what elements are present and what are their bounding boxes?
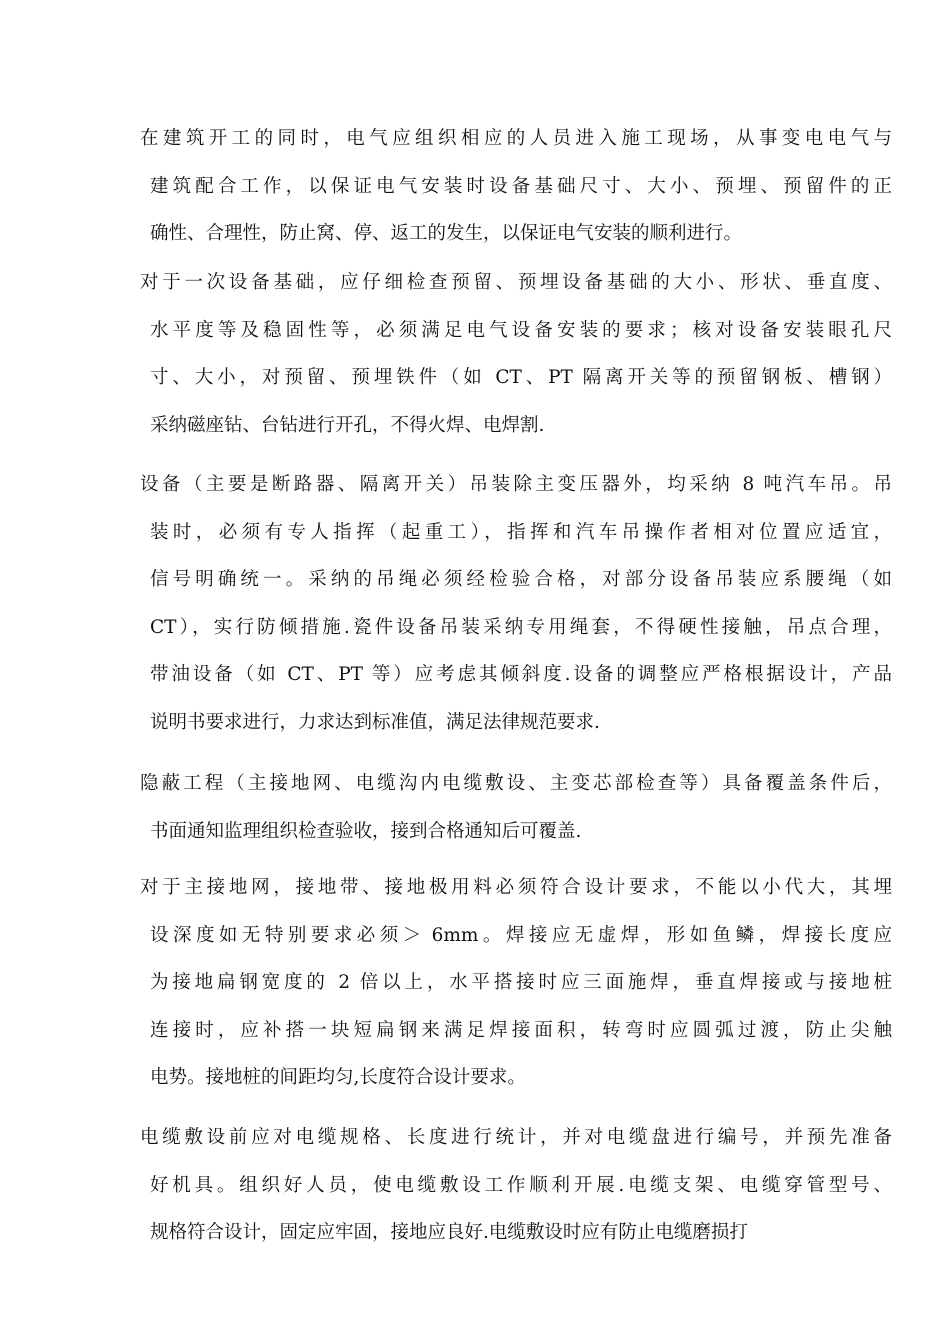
paragraph-line: 对于一次设备基础，应仔细检查预留、预埋设备基础的大小、形状、垂直度、 [140, 272, 892, 293]
paragraph-line: 装时，必须有专人指挥（起重工），指挥和汽车吊操作者相对位置应适宜， [150, 521, 892, 543]
paragraph-grounding-grid [140, 875, 892, 1113]
paragraph-line: 为接地扁钢宽度的 2 倍以上，水平搭接时应三面施焊，垂直焊接或与接地桩 [150, 972, 892, 993]
paragraph-line: 电势。接地桩的间距均匀,长度符合设计要求。 [150, 1067, 526, 1088]
paragraph-line: 水平度等及稳固性等，必须满足电气设备安装的要求；核对设备安装眼孔尺 [150, 319, 892, 341]
paragraph-line: 对于主接地网，接地带、接地极用料必须符合设计要求，不能以小代大，其埋 [140, 877, 892, 898]
paragraph-line: 建筑配合工作，以保证电气安装时设备基础尺寸、大小、预埋、预留件的正 [150, 175, 892, 197]
paragraph-line: 电缆敷设前应对电缆规格、长度进行统计，并对电缆盘进行编号，并预先准备 [140, 1127, 892, 1148]
paragraph-line: 寸、大小，对预留、预埋铁件（如 CT、PT 隔离开关等的预留钢板、槽钢） [150, 367, 892, 388]
paragraph-line: 隐蔽工程（主接地网、电缆沟内电缆敷设、主变芯部检查等）具备覆盖条件后， [140, 773, 892, 794]
paragraph-line: 好机具。组织好人员，使电缆敷设工作顺利开展.电缆支架、电缆穿管型号、 [150, 1174, 892, 1196]
paragraph-line: CT），实行防倾措施.瓷件设备吊装采纳专用绳套，不得硬性接触，吊点合理， [150, 616, 892, 638]
paragraph-line: 信号明确统一。采纳的吊绳必须经检验合格，对部分设备吊装应系腰绳（如 [150, 569, 892, 590]
paragraph-line: 规格符合设计，固定应牢固，接地应良好.电缆敷设时应有防止电缆磨损打 [150, 1222, 748, 1243]
paragraph-line: 确性、合理性，防止窝、停、返工的发生，以保证电气安装的顺利进行。 [150, 223, 743, 244]
paragraph-line: 设深度如无特别要求必须＞ 6mm。焊接应无虚焊，形如鱼鳞，焊接长度应 [150, 924, 892, 946]
paragraph-equipment-hoisting [140, 472, 892, 757]
paragraph-line: 采纳磁座钻、台钻进行开孔，不得火焊、电焊割. [150, 414, 545, 436]
paragraph-electrical-coordination [140, 126, 892, 269]
paragraph-line: 书面通知监理组织检查验收，接到合格通知后可覆盖. [150, 820, 582, 842]
paragraph-line: 说明书要求进行，力求达到标准值，满足法律规范要求. [150, 711, 600, 733]
paragraph-line: 在建筑开工的同时，电气应组织相应的人员进入施工现场，从事变电电气与 [140, 128, 892, 149]
paragraph-cable-laying [140, 1125, 892, 1268]
paragraph-equipment-foundation [140, 270, 892, 460]
paragraph-line: 带油设备（如 CT、PT 等）应考虑其倾斜度.设备的调整应严格根据设计，产品 [150, 664, 892, 685]
paragraph-line: 连接时，应补搭一块短扁钢来满足焊接面积，转弯时应圆弧过渡，防止尖触 [150, 1019, 892, 1041]
paragraph-line: 设备（主要是断路器、隔离开关）吊装除主变压器外，均采纳 8 吨汽车吊。吊 [140, 474, 892, 495]
paragraph-concealed-works [140, 771, 892, 866]
